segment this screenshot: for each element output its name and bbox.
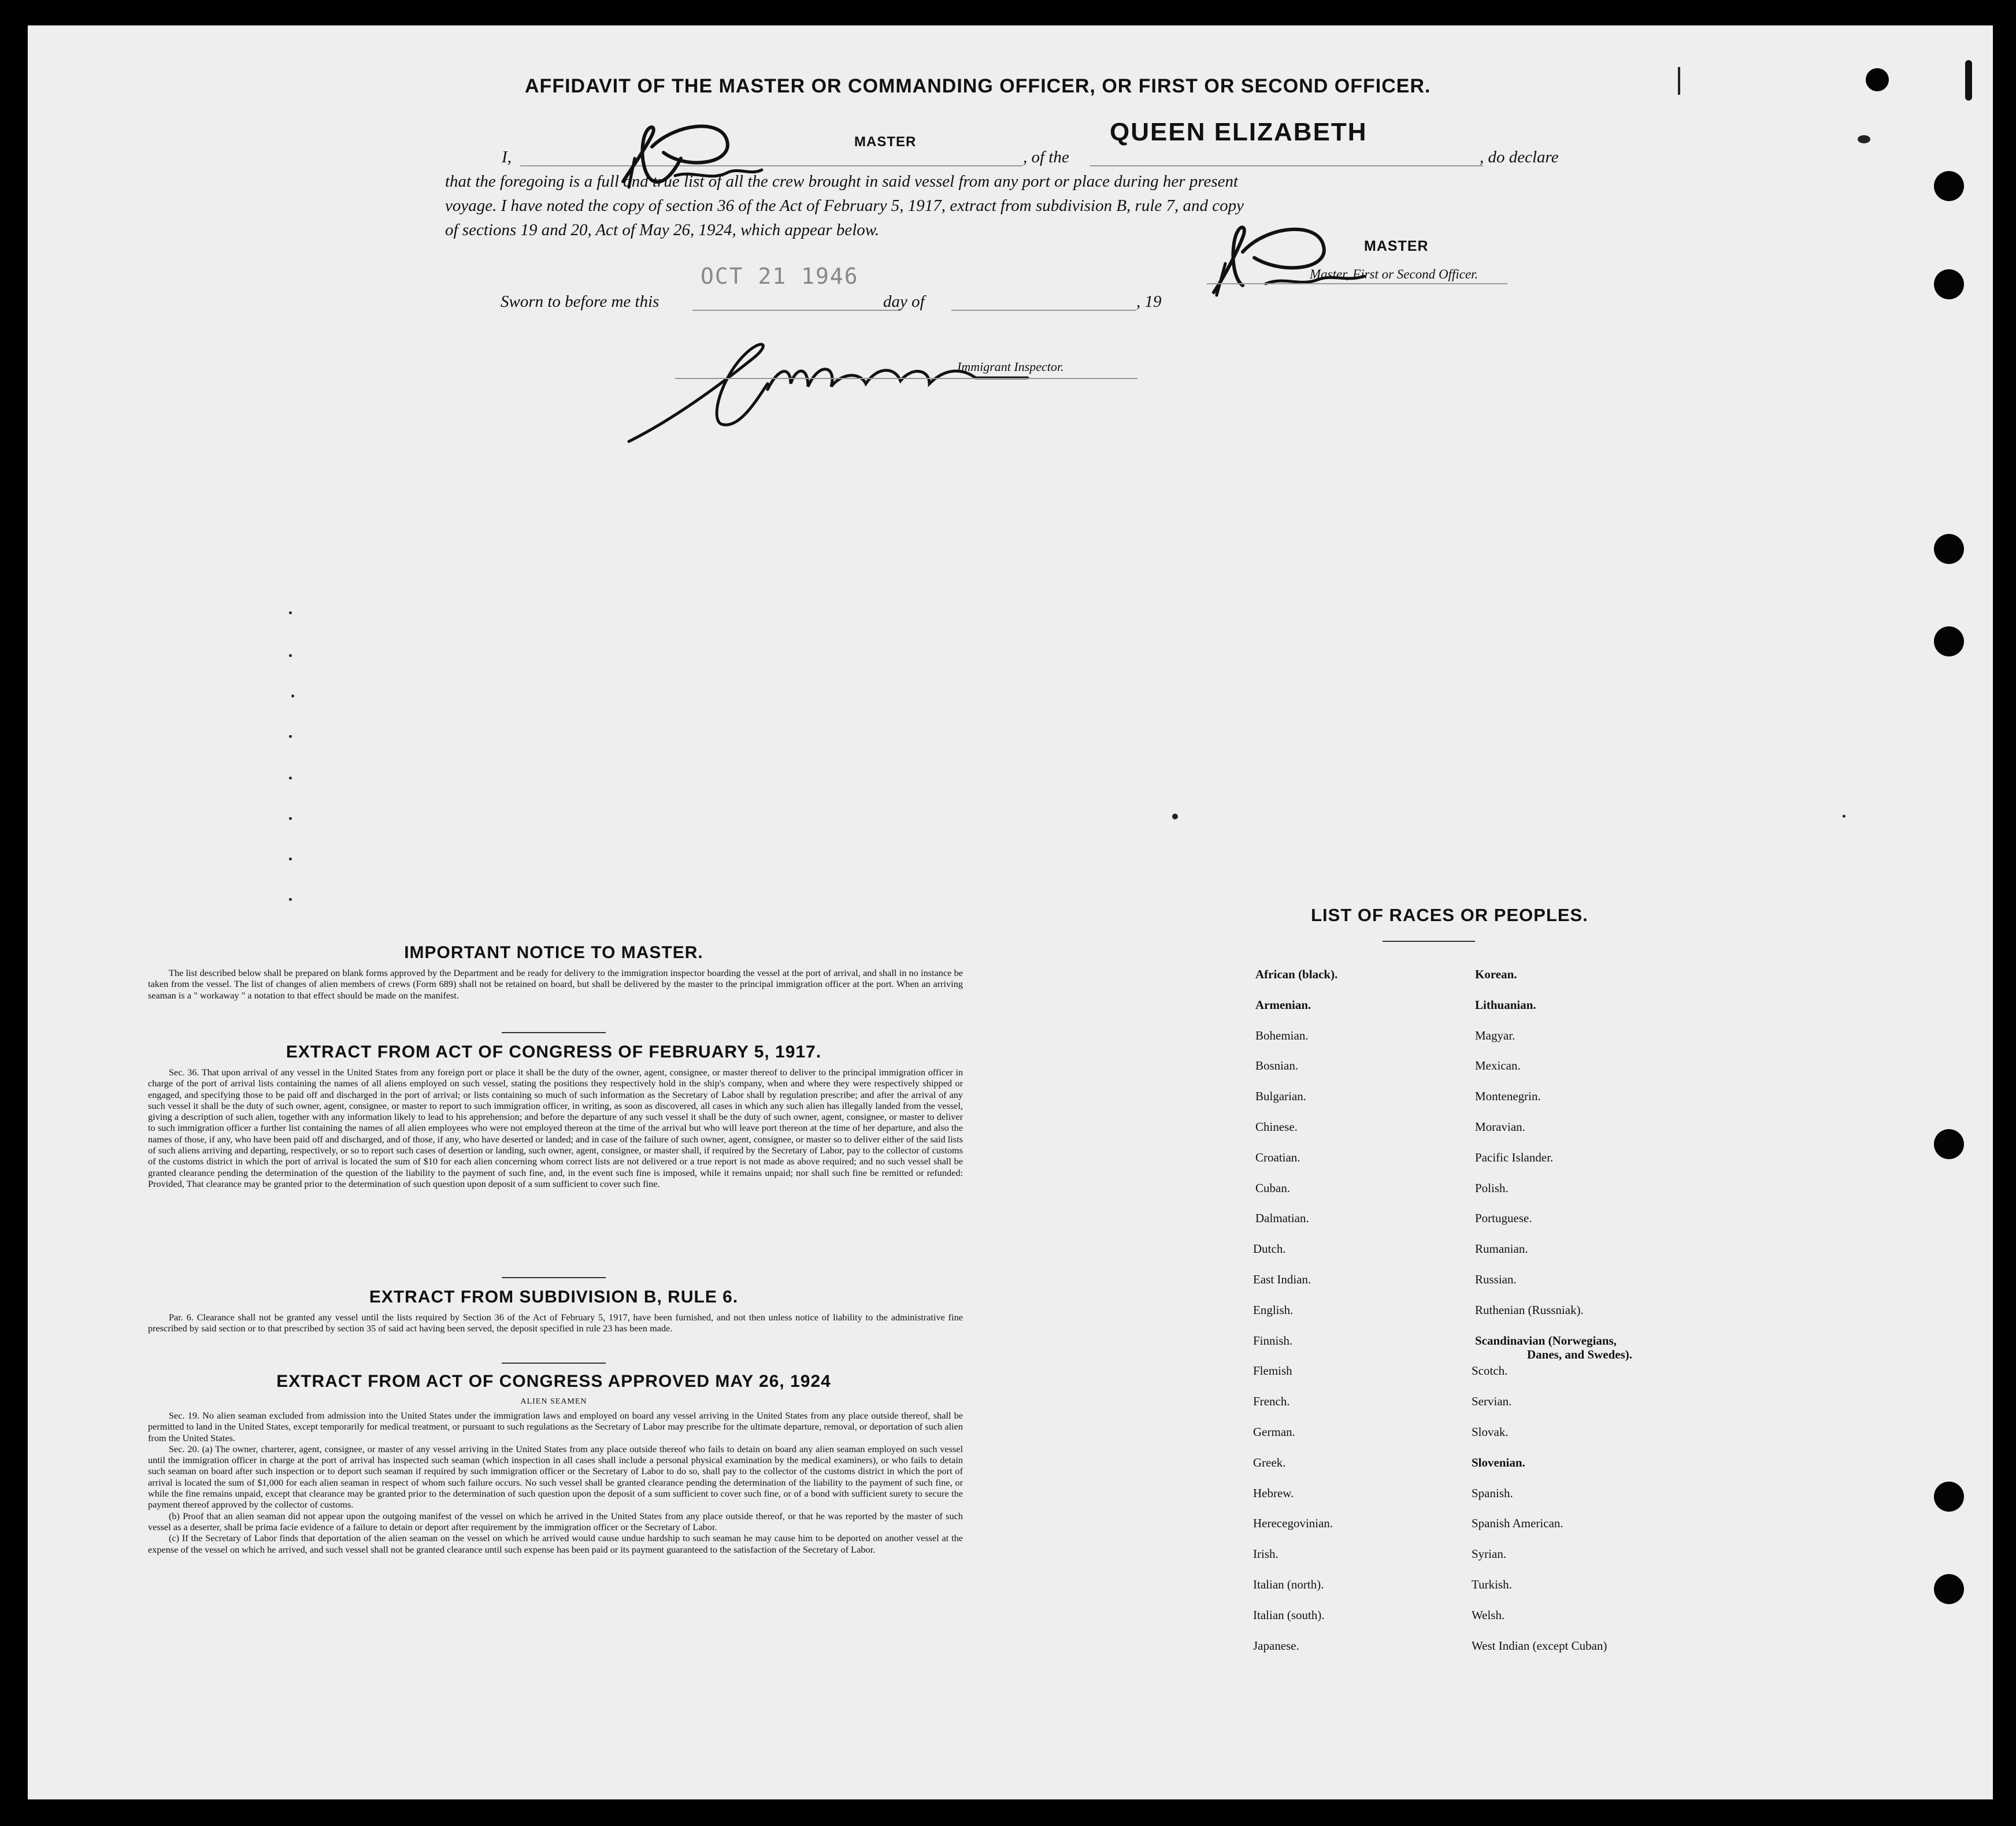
sec-20a-paragraph: Sec. 20. (a) The owner, charterer, agent, consignee, or master of any vessel arriving in the United States from any place outside thereof who fails to detain on board any alien seaman employed on such vessel until the immigration officer in charge at the port of arrival has inspected such seaman (which inspection in all cases shall include a personal physical examination by the medical examiners), or who fails to detain such seaman on board after such inspection or to deport such seaman if required by such immigration officer or the Secretary of Labor to do so, shall pay to the collector of the customs district in which the port of arrival is located the sum of $1,000 for each alien seaman in respect of whom such failure occurs. No such vessel shall be granted clearance pending the determination of the liability to the payment of such fine, or while the fine remains unpaid, except that clearance may be granted prior to the determination of such question upon the deposit of a sum sufficient to cover such fine, or of a bond with sufficient surety to secure the payment thereof approved by the collector of customs. [148, 1443, 963, 1510]
race-item: German. [1253, 1425, 1295, 1439]
race-item: Herecegovinian. [1253, 1516, 1333, 1531]
race-item: Flemish [1253, 1364, 1292, 1378]
race-item: Bosnian. [1255, 1059, 1299, 1073]
race-item: Moravian. [1475, 1120, 1525, 1134]
race-item: English. [1253, 1302, 1294, 1317]
stray-mark [1858, 135, 1870, 143]
race-item: Montenegrin. [1475, 1089, 1541, 1104]
race-item: Finnish. [1253, 1333, 1293, 1348]
year-text: , 19 [1136, 292, 1162, 311]
affidavit-i: I, [502, 148, 512, 166]
stray-mark [289, 735, 292, 738]
race-item: Greek. [1253, 1455, 1286, 1469]
race-item: Ruthenian (Russniak). [1475, 1302, 1584, 1317]
extract-1917-heading: EXTRACT FROM ACT OF CONGRESS OF FEBRUARY 5, 1917. [286, 1042, 822, 1062]
race-item: Spanish. [1472, 1486, 1513, 1500]
race-item: Bohemian. [1255, 1028, 1309, 1042]
race-item: Pacific Islander. [1475, 1150, 1554, 1164]
punch-hole [1934, 1129, 1964, 1159]
race-item: Armenian. [1255, 997, 1311, 1012]
race-item: West Indian (except Cuban) [1472, 1638, 1607, 1653]
rule6-body [148, 1312, 963, 1334]
month-line [951, 310, 1136, 311]
extract-1917-paragraph: Sec. 36. That upon arrival of any vessel in the United States from any foreign port or place it shall be the duty of the owner, agent, consignee, or master thereof to deliver to the principal immigration officer in charge of the port of arrival lists containing the names of all aliens employed on such vessel, stating the positions they respectively hold in the ship's company, when and where they were respectively shipped or engaged, and specifying those to be paid off and discharged in the port of arrival; or lists containing so much of such information as the Secretary of Labor shall by regulation prescribe; and after the arrival of any such vessel it shall be the duty of such owner, agent, consignee, or master to report to such immigration officer, in writing, as soon as discovered, all cases in which any such alien has illegally landed from the vessel, giving a description of such alien, together with any information likely to lead to his apprehension; and before the departure of any such vessel it shall be the duty of such owner, agent, consignee, or master to deliver to such immigration officer a further list containing the names of all alien employees who were not employed thereon at the time of the arrival but who will leave port thereon at the time of her departure, and also the names of those, if any, who have been paid off and discharged, and of those, if any, who have deserted or landed; and in case of the failure of such owner, agent, consignee, or master so to deliver either of the said lists of such aliens arriving and departing, respectively, or so to report such cases of desertion or landing, such owner, agent, consignee, or master shall, if required by the Secretary of Labor, pay to the collector of customs of the customs district in which the port of arrival is located the sum of $10 for each alien concerning whom correct lists are not delivered or a true report is not made as above required; and no such vessel shall be granted clearance pending the determination of the question of the liability to the payment of such fine, and, in the event such fine is imposed, while it remains unpaid; nor shall such fine be remitted or refunded: Provided, That clearance may be granted prior to the determination of such question upon deposit of a sum sufficient to cover such fine. [148, 1067, 963, 1189]
of-the-text: , of the [1023, 148, 1069, 166]
punch-hole [1866, 68, 1889, 91]
sworn-text: Sworn to before me this [501, 292, 659, 311]
race-item: Russian. [1475, 1272, 1517, 1286]
race-item: Cuban. [1255, 1181, 1291, 1195]
race-item: Polish. [1475, 1181, 1509, 1195]
punch-hole [1934, 269, 1964, 299]
race-item: Rumanian. [1475, 1242, 1528, 1256]
punch-hole [1934, 171, 1964, 201]
punch-hole [1934, 534, 1964, 564]
stray-mark [1172, 814, 1178, 819]
race-item: Mexican. [1475, 1059, 1521, 1073]
race-item: Hebrew. [1253, 1486, 1294, 1500]
race-item: Scandinavian (Norwegians, [1475, 1333, 1617, 1348]
race-item: Servian. [1472, 1394, 1512, 1409]
punch-hole [1934, 1482, 1964, 1512]
punch-hole [1934, 1574, 1964, 1604]
day-of-text: day of [883, 292, 925, 311]
master-signature-2 [1196, 211, 1381, 304]
race-item: Spanish American. [1472, 1516, 1563, 1531]
inspector-caption: Immigrant Inspector. [957, 359, 1064, 374]
race-item: Syrian. [1472, 1547, 1507, 1561]
stray-mark [289, 654, 292, 657]
sec-19-paragraph: Sec. 19. No alien seaman excluded from admission into the United States under the immigration laws and employed on board any vessel arriving in the United States from any place outside thereof, shall be permitted to land in the United States, except temporarily for medical treatment, or pursuant to such regulations as the Secretary of Labor may prescribe for the ultimate departure, removal, or deportation of such alien from the United States. [148, 1410, 963, 1443]
race-item: Welsh. [1472, 1608, 1505, 1622]
race-item: Italian (north). [1253, 1578, 1324, 1591]
race-item: Dutch. [1253, 1242, 1286, 1256]
race-item: Slovenian. [1472, 1455, 1525, 1469]
sworn-day-line [692, 310, 900, 311]
race-item: Irish. [1253, 1547, 1278, 1561]
affidavit-line-4: of sections 19 and 20, Act of May 26, 1924, which appear below. [445, 221, 880, 239]
section-divider [502, 1363, 606, 1364]
affidavit-title: AFFIDAVIT OF THE MASTER OR COMMANDING OFFICER, OR FIRST OR SECOND OFFICER. [525, 75, 1431, 97]
sec-20b-paragraph: (b) Proof that an alien seaman did not appear upon the outgoing manifest of the vessel on which he arrived in the United States from any place outside thereof, or that he was reported by the master of such vessel as a deserter, shall be prima facie evidence of a failure to detain or deport after requirement by the immigration officer or the Secretary of Labor. [148, 1510, 963, 1532]
master-signature-line [1207, 283, 1507, 284]
race-item: African (black). [1255, 967, 1338, 981]
stray-mark [289, 777, 292, 780]
race-item: Italian (south). [1253, 1608, 1325, 1622]
race-item: Magyar. [1475, 1028, 1515, 1042]
race-item: Lithuanian. [1475, 997, 1536, 1012]
stray-mark [289, 858, 292, 860]
date-stamp: OCT 21 1946 [701, 263, 859, 289]
master-stamp-2: MASTER [1364, 238, 1429, 254]
race-item: Scotch. [1472, 1364, 1508, 1378]
race-item: Croatian. [1255, 1150, 1300, 1164]
stray-mark [289, 898, 292, 901]
inspector-line [675, 378, 1137, 379]
race-item: Bulgarian. [1255, 1089, 1307, 1104]
inspector-signature [606, 332, 1045, 447]
extract-1924-heading: EXTRACT FROM ACT OF CONGRESS APPROVED MAY 26, 1924 [276, 1372, 831, 1391]
rule6-paragraph: Par. 6. Clearance shall not be granted any vessel until the lists required by Section 36 of the Act of February 5, 1917, have been furnished, and not then unless notice of liability to the administrative fine prescribed by said section or to that prescribed by section 35 of said act having been served, the deposit specified in rule 23 has been made. [148, 1312, 963, 1334]
stray-mark [291, 695, 294, 697]
do-declare-text: , do declare [1480, 148, 1559, 166]
document-page [28, 25, 1993, 1799]
punch-hole [1934, 626, 1964, 656]
race-item: Chinese. [1255, 1120, 1298, 1134]
races-heading: LIST OF RACES OR PEOPLES. [1311, 905, 1588, 925]
sec-20c-paragraph: (c) If the Secretary of Labor finds that deportation of the alien seaman on the vessel on which he arrived would cause undue hardship to such seaman he may cause him to be deported on another vessel at the expense of the vessel on which he arrived, and such vessel shall not be granted clearance until such expense has been paid or its payment guaranteed to the satisfaction of the Secretary of Labor. [148, 1532, 963, 1555]
extract-1917-body [148, 1067, 963, 1189]
alien-seamen-subheading: ALIEN SEAMEN [520, 1397, 587, 1406]
section-divider [502, 1277, 606, 1278]
affidavit-line-2: that the foregoing is a full and true list of all the crew brought in said vessel from any port or place during her present [445, 172, 1239, 191]
stray-mark [289, 611, 292, 614]
race-item: Korean. [1475, 967, 1517, 981]
vessel-line [1090, 165, 1483, 166]
race-item: French. [1253, 1394, 1290, 1409]
race-item: Danes, and Swedes). [1527, 1347, 1633, 1361]
stray-mark [289, 817, 292, 820]
notice-paragraph: The list described below shall be prepared on blank forms approved by the Department and be ready for delivery to the immigration inspector boarding the vessel at the port of arrival, and shall in no instance be taken from the vessel. The list of changes of alien members of crews (Form 689) shall not be retained on board, but shall be delivered by the master to the principal immigration officer at the port. When an arriving seaman is a " workaway " a notation to that effect should be made on the manifest. [148, 967, 963, 1001]
race-item: Slovak. [1472, 1425, 1509, 1439]
vessel-name: QUEEN ELIZABETH [1110, 118, 1368, 146]
race-item: East Indian. [1253, 1272, 1311, 1286]
master-stamp: MASTER [854, 134, 917, 150]
section-divider [502, 1032, 606, 1033]
affidavit-line-3: voyage. I have noted the copy of section 36 of the Act of February 5, 1917, extract from subdivision B, rule 7, and copy [445, 196, 1244, 215]
race-item: Dalmatian. [1255, 1211, 1309, 1226]
race-item: Portuguese. [1475, 1211, 1532, 1226]
notice-body [148, 967, 963, 1001]
edge-mark [1965, 60, 1972, 101]
rule6-heading: EXTRACT FROM SUBDIVISION B, RULE 6. [369, 1287, 739, 1307]
race-item: Turkish. [1472, 1578, 1512, 1591]
races-heading-rule [1383, 941, 1475, 942]
notice-heading: IMPORTANT NOTICE TO MASTER. [404, 943, 703, 962]
stray-mark [1843, 815, 1845, 818]
race-item: Japanese. [1253, 1638, 1299, 1653]
edge-mark [1678, 67, 1680, 95]
master-signature-1 [612, 112, 785, 199]
master-caption: Master, First or Second Officer. [1310, 267, 1478, 281]
extract-1924-body [148, 1410, 963, 1555]
